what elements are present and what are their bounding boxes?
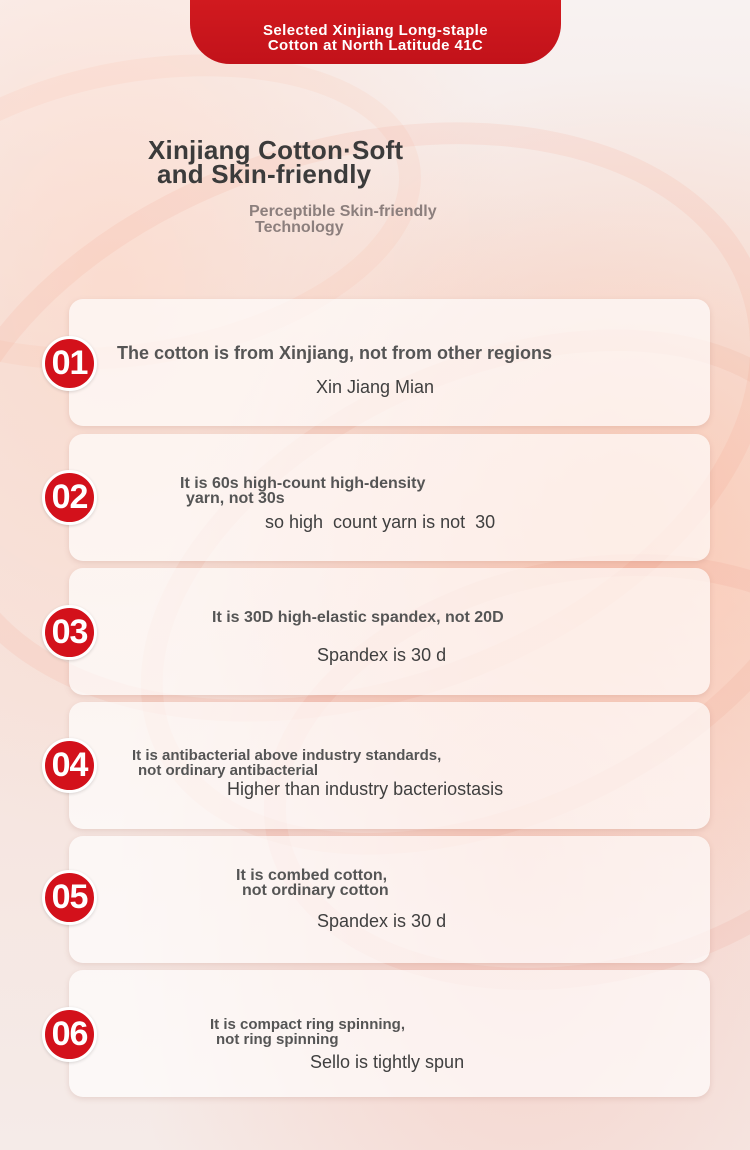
feature-description: Spandex is 30 d xyxy=(317,911,447,931)
hero-subtitle xyxy=(249,204,437,236)
feature-title-line-1: It is 30D high-elastic spandex, not 20D xyxy=(212,609,504,626)
feature-description: Spandex is 30 d xyxy=(317,645,447,665)
feature-number-badge: 06 xyxy=(42,1007,97,1062)
feature-title-line-1: It is 60s high-count high-density xyxy=(180,475,426,492)
feature-title xyxy=(210,1017,405,1047)
feature-card xyxy=(69,836,710,963)
feature-title-line-2: not ordinary cotton xyxy=(242,882,389,899)
feature-description: Xin Jiang Mian xyxy=(316,377,435,397)
feature-title-line-1: It is antibacterial above industry standards, xyxy=(132,747,442,764)
feature-number-badge: 05 xyxy=(42,870,97,925)
feature-description: so high count yarn is not 30 xyxy=(265,512,496,532)
feature-title-line-1: The cotton is from Xinjiang, not from other regions xyxy=(117,343,553,363)
feature-title xyxy=(117,344,552,362)
banner-line-2: Cotton at North Latitude 41C xyxy=(267,37,484,54)
feature-title xyxy=(180,476,425,506)
hero-subtitle-line-1: Perceptible Skin-friendly xyxy=(249,203,437,220)
feature-title xyxy=(132,748,441,778)
feature-number-badge: 03 xyxy=(42,605,97,660)
feature-number-badge: 01 xyxy=(42,336,97,391)
feature-description: Higher than industry bacteriostasis xyxy=(227,779,504,799)
feature-title-line-2: not ordinary antibacterial xyxy=(138,762,319,779)
feature-card xyxy=(69,568,710,695)
feature-title-line-1: It is compact ring spinning, xyxy=(210,1016,406,1033)
feature-title-line-2: yarn, not 30s xyxy=(186,490,285,507)
feature-title xyxy=(236,868,389,898)
hero-title-line-2: and Skin-friendly xyxy=(157,159,372,189)
hero-title-line-1: Xinjiang Cotton·Soft xyxy=(148,135,404,165)
top-banner xyxy=(190,0,561,64)
feature-number-badge: 02 xyxy=(42,470,97,525)
feature-title xyxy=(212,610,504,625)
hero-subtitle-line-2: Technology xyxy=(255,219,344,236)
feature-title-line-1: It is combed cotton, xyxy=(236,867,388,884)
feature-description: Sello is tightly spun xyxy=(310,1052,465,1072)
feature-number-badge: 04 xyxy=(42,738,97,793)
hero-title xyxy=(148,135,404,189)
feature-title-line-2: not ring spinning xyxy=(216,1031,339,1048)
banner-line-1: Selected Xinjiang Long-staple xyxy=(263,22,488,39)
